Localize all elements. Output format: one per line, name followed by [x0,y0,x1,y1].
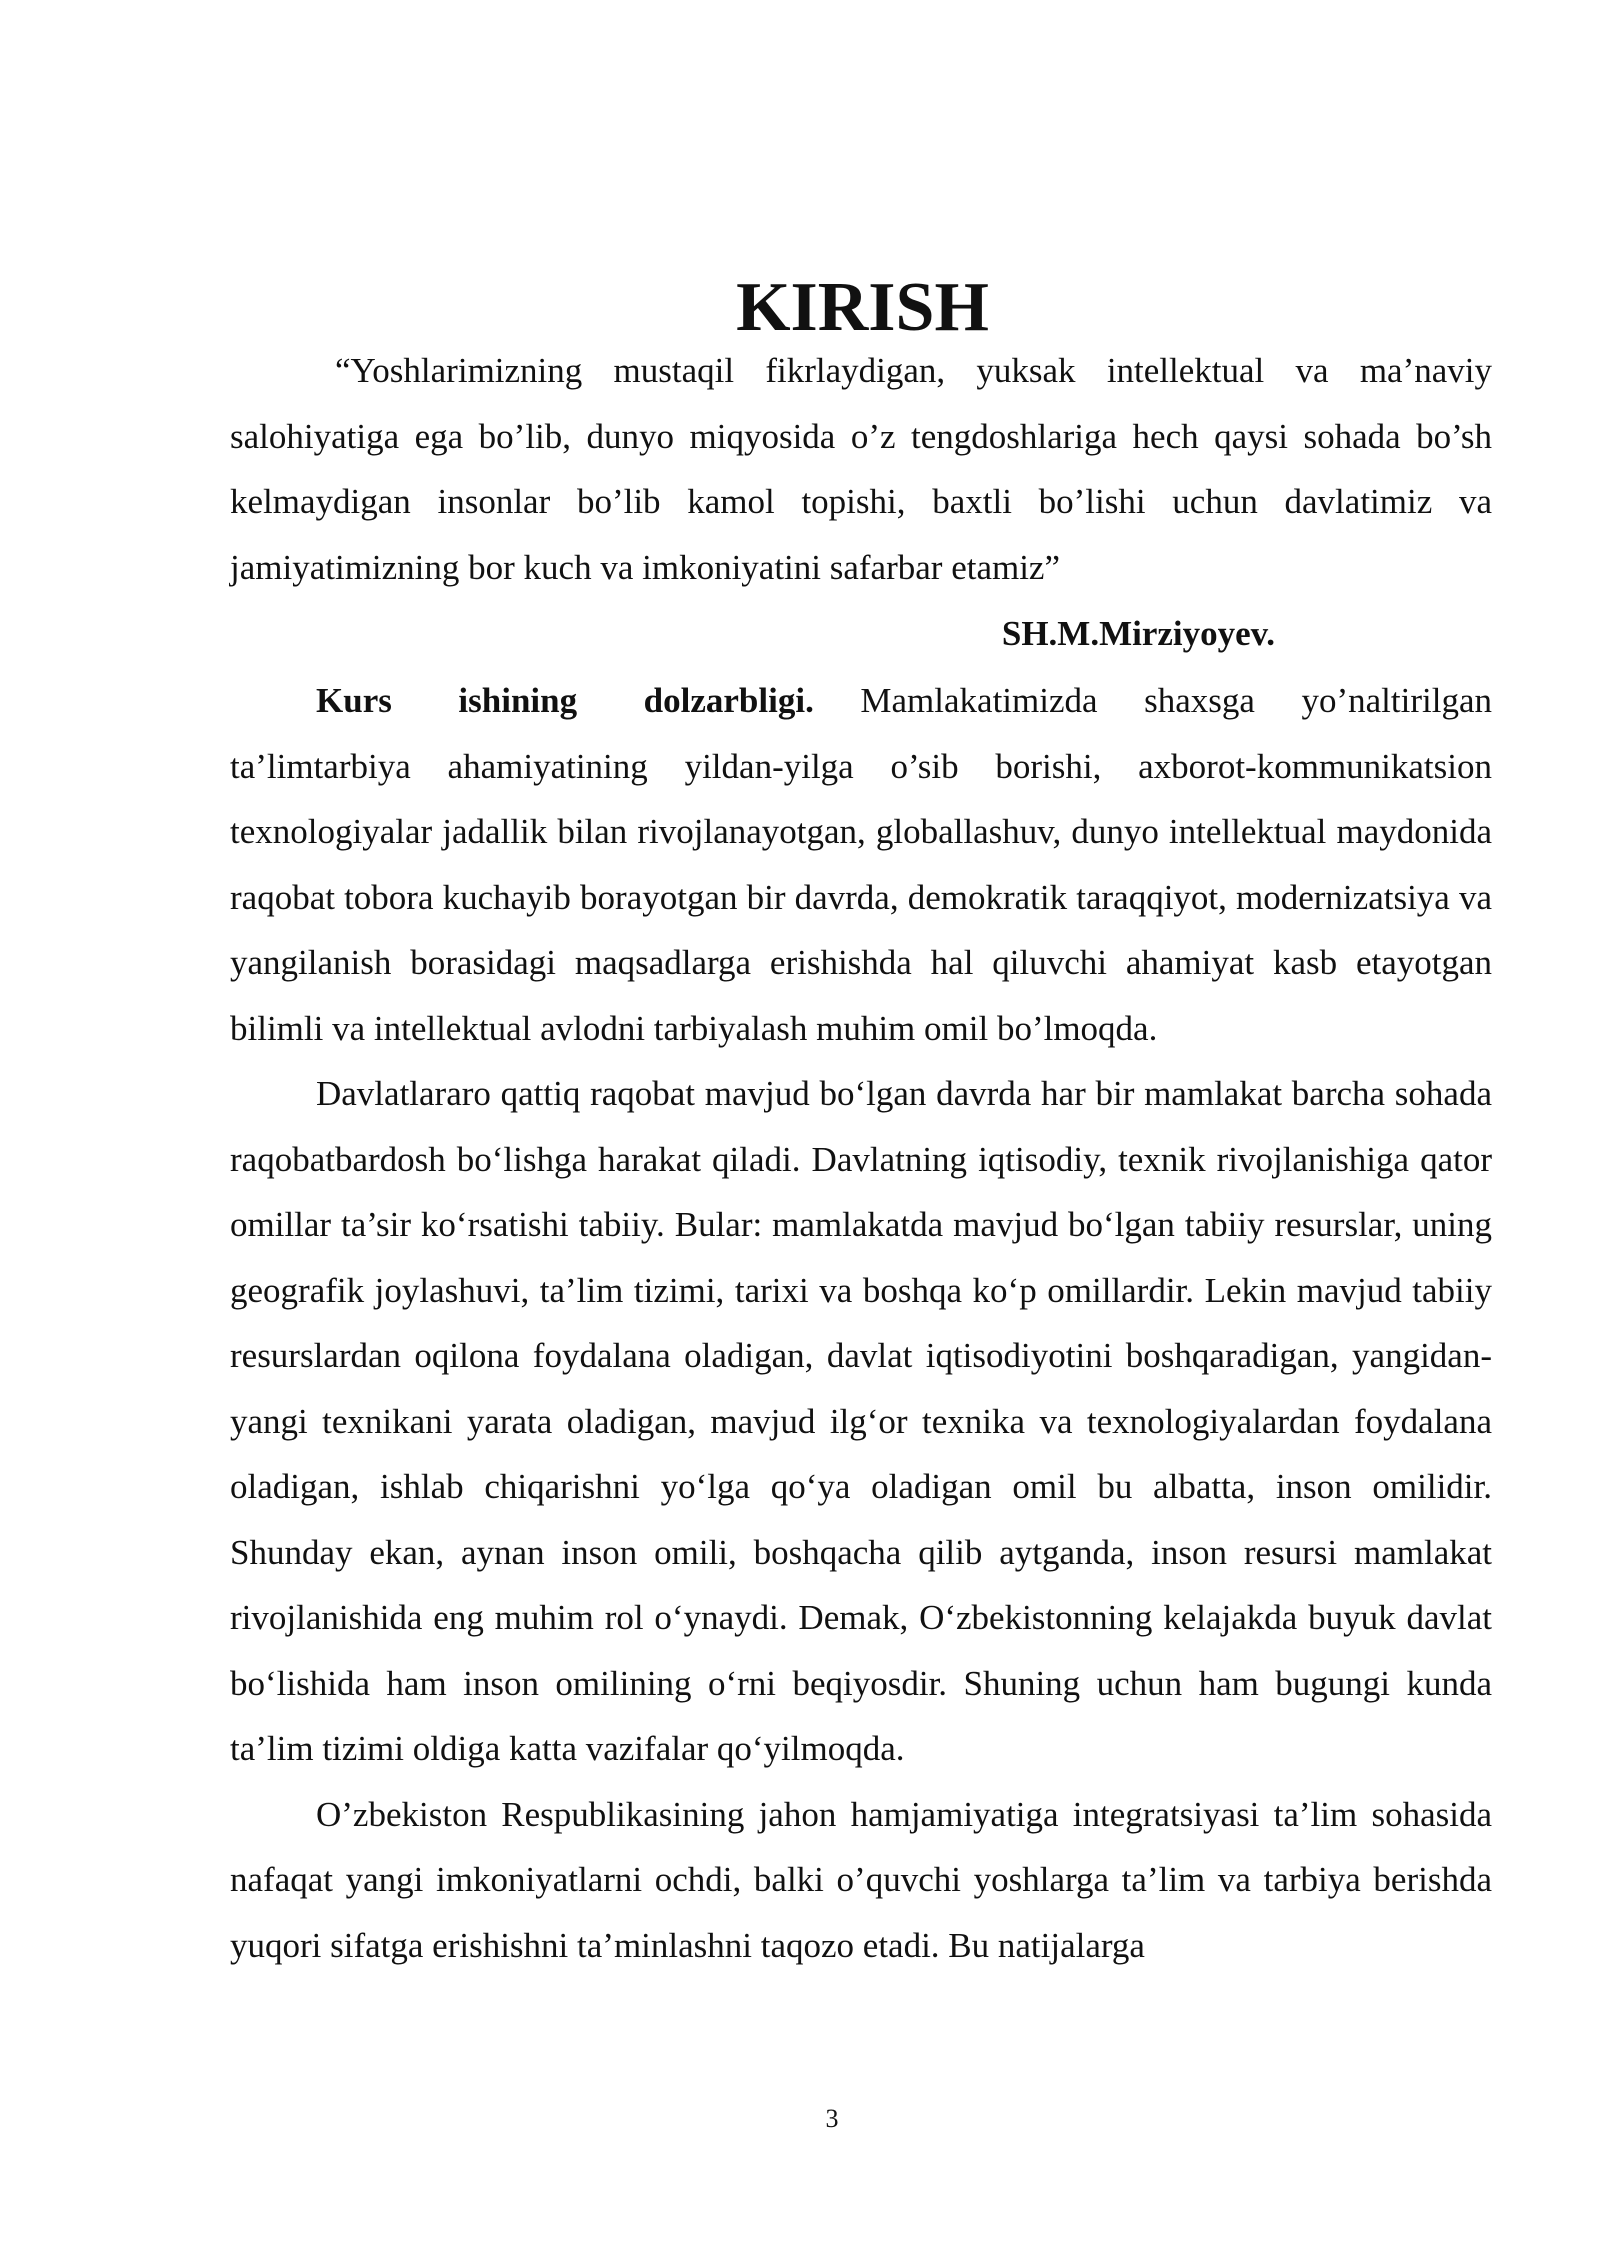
paragraph-relevance [230,668,1492,1061]
paragraph-competition: Davlatlararo qattiq raqobat mavjud bo‘lgan davrda har bir mamlakat barcha sohada raqobatbardosh bo‘lishga harakat qiladi. Davlatning iqtisodiy, texnik rivojlanishiga qator omillar ta’sir ko‘rsatishi tabiiy. Bular: mamlakatda mavjud bo‘lgan tabiiy resurslar, uning geografik joylashuvi, ta’lim tizimi, tarixi va boshqa ko‘p omillardir. Lekin mavjud tabiiy resurslardan oqilona foydalana oladigan, davlat iqtisodiyotini boshqaradigan, yangidan-yangi texnikani yarata oladigan, mavjud ilg‘or texnika va texnologiyalardan foydalana oladigan, ishlab chiqarishni yo‘lga qo‘ya oladigan omil bu albatta, inson omilidir. Shunday ekan, aynan inson omili, boshqacha qilib aytganda, inson resursi mamlakat rivojlanishida eng muhim rol o‘ynaydi. Demak, O‘zbekistonning kelajakda buyuk davlat bo‘lishida ham inson omilining o‘rni beqiyosdir. Shuning uchun ham bugungi kunda ta’lim tizimi oldiga katta vazifalar qo‘yilmoqda. [230,1074,1492,1768]
epigraph-author: SH.M.Mirziyoyev. [1001,614,1275,653]
paragraph-relevance-body: Mamlakatimizda shaxsga yo’naltirilgan ta’limtarbiya ahamiyatining yildan-yilga o’sib borishi, axborot-kommunikatsion texnologiyalar jadallik bilan rivojlanayotgan, globallashuv, dunyo intellektual maydonida raqobat tobora kuchayib borayotgan bir davrda, demokratik taraqqiyot, modernizatsiya va yangilanish borasidagi maqsadlarga erishishda hal qiluvchi ahamiyat kasb etayotgan bilimli va intellektual avlodni tarbiyalash muhim omil bo’lmoqda. [230,681,1492,1048]
epigraph-quote: “Yoshlarimizning mustaqil fikrlaydigan, yuksak intellektual va ma’naviy salohiyatiga ega bo’lib, dunyo miqyosida o’z tengdoshlariga hech qaysi sohada bo’sh kelmaydigan insonlar bo’lib kamol topishi, baxtli bo’lishi uchun davlatimiz va jamiyatimizning bor kuch va imkoniyatini safarbar etamiz” [230,351,1492,587]
section-title: KIRISH [736,269,989,346]
paragraph-integration: O’zbekiston Respublikasining jahon hamjamiyatiga integratsiyasi ta’lim sohasida nafaqat yangi imkoniyatlarni ochdi, balki o’quvchi yoshlarga ta’lim va tarbiya berishda yuqori sifatga erishishni ta’minlashni taqozo etadi. Bu natijalarga [230,1794,1492,1965]
page-number: 3 [825,2104,839,2133]
page-content [230,269,1492,1978]
paragraph-lead-heading: Kurs ishining dolzarbligi. [316,681,814,720]
